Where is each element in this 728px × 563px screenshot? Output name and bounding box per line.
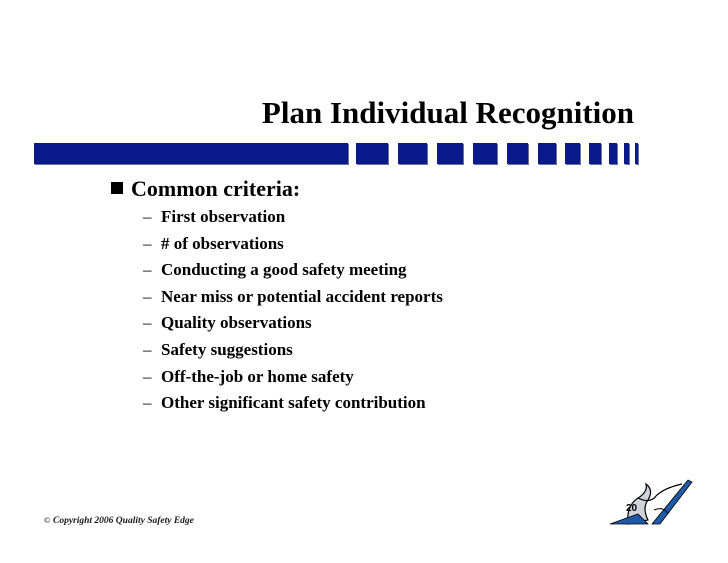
dash-marker: – — [143, 366, 152, 386]
main-bullet-text: Common criteria: — [131, 176, 301, 201]
divider-segment — [398, 143, 427, 164]
list-item — [143, 337, 443, 364]
list-item-text: Off-the-job or home safety — [161, 366, 354, 386]
divider-segment — [635, 143, 638, 164]
copyright-text: Copyright 2006 Quality Safety Edge — [52, 516, 194, 526]
divider-segment — [565, 143, 580, 164]
list-item-text: Near miss or potential accident reports — [161, 286, 443, 306]
list-item-text: Other significant safety contribution — [161, 393, 426, 413]
dash-marker: – — [143, 286, 152, 306]
dash-marker: – — [143, 313, 152, 333]
list-item-text: First observation — [161, 207, 286, 226]
list-item — [143, 390, 443, 417]
list-item — [143, 310, 443, 337]
slide-title: Plan Individual Recognition — [261, 95, 634, 130]
list-item-text: Conducting a good safety meeting — [161, 260, 407, 280]
list-item-text: # of observations — [161, 233, 284, 253]
divider-segment — [609, 143, 617, 164]
list-item — [143, 204, 443, 231]
criteria-list — [143, 204, 443, 417]
dash-marker: – — [143, 260, 152, 280]
divider-segment — [473, 143, 497, 164]
dash-marker: – — [143, 339, 152, 359]
divider-segment — [507, 143, 528, 164]
copyright-symbol: © — [44, 516, 50, 525]
list-item — [143, 364, 443, 391]
divider-segment — [538, 143, 556, 164]
divider-segment — [624, 143, 629, 164]
list-item-text: Quality observations — [161, 313, 312, 333]
page-number: 20 — [626, 503, 638, 514]
list-item — [143, 257, 443, 284]
list-item — [143, 231, 443, 258]
divider-segment — [589, 143, 601, 164]
divider-segment — [34, 143, 348, 164]
copyright-footer — [44, 516, 194, 526]
main-bullet — [111, 176, 300, 202]
divider-segment — [437, 143, 463, 164]
dash-marker: – — [143, 393, 152, 413]
quality-safety-edge-logo — [608, 476, 694, 526]
dash-marker: – — [143, 233, 152, 253]
square-bullet-icon — [111, 182, 123, 194]
divider-segment — [356, 143, 388, 164]
list-item — [143, 284, 443, 311]
dash-marker: – — [143, 207, 152, 226]
title-divider-bar — [34, 143, 644, 167]
list-item-text: Safety suggestions — [161, 339, 293, 359]
